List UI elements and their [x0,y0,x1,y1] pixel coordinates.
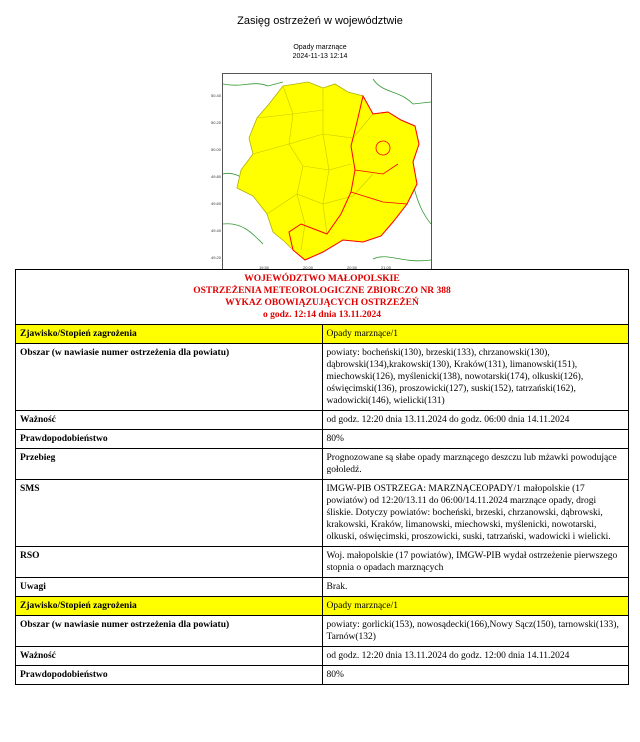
report-header-row [16,270,629,325]
map-subtitle-timestamp: 2024-11-13 12:14 [292,53,348,60]
row-label: Uwagi [16,578,323,597]
report-row [16,647,629,666]
report-row [16,430,629,449]
row-value: od godz. 12:20 dnia 13.11.2024 do godz. 12:00 dnia 14.11.2024 [322,647,629,666]
map-subtitle-phenomenon: Opady marznące [293,44,347,51]
warning-map-graphic [223,74,431,269]
row-label: SMS [16,480,323,547]
x-tick: 20.50 [347,265,358,270]
y-tick: 49.20 [211,255,222,260]
report-row [16,666,629,685]
report-header [16,270,629,325]
row-label: Prawdopodobieństwo [16,666,323,685]
row-value: od godz. 12:20 dnia 13.11.2024 do godz. 06:00 dnia 14.11.2024 [322,411,629,430]
report-row [16,578,629,597]
warning-map [211,73,432,270]
x-tick: 19.50 [259,265,270,270]
x-tick: 20.00 [303,265,314,270]
neighbor-border [223,82,283,86]
row-value: 80% [322,430,629,449]
row-label: Zjawisko/Stopień zagrożenia [16,325,323,344]
neighbor-border [413,184,431,224]
report-row [16,547,629,578]
report-row [16,411,629,430]
report-row [16,480,629,547]
warning-report-table [15,269,629,685]
row-label: Ważność [16,647,323,666]
y-tick: 50.40 [211,93,222,98]
y-tick: 49.60 [211,201,222,206]
report-row [16,325,629,344]
row-value: Woj. małopolskie (17 powiatów), IMGW-PIB wydał ostrzeżenie pierwszego stopnia o opadach marznących [322,547,629,578]
row-label: Ważność [16,411,323,430]
row-label: Obszar (w nawiasie numer ostrzeżenia dla powiatu) [16,616,323,647]
row-value: Prognozowane są słabe opady marznącego deszczu lub mżawki powodujące gołoledź. [322,449,629,480]
row-value: 80% [322,666,629,685]
row-value: Brak. [322,578,629,597]
row-value: powiaty: bocheński(130), brzeski(133), chrzanowski(130), dąbrowski(134),krakowski(130), Kraków(131), limanowski(151), miechowski(126), myślenicki(138), nowotarski(174), olkuski(126), oświęcimski(136), proszowicki(127), suski(152), tatrzański(162), wadowicki(146), wielicki(131) [322,344,629,411]
report-row [16,597,629,616]
neighbor-border [373,79,431,104]
row-label: Zjawisko/Stopień zagrożenia [16,597,323,616]
y-tick: 50.00 [211,147,222,152]
header-issue-time: o godz. 12:14 dnia 13.11.2024 [263,310,381,320]
header-list-title: WYKAZ OBOWIĄZUJĄCYCH OSTRZEŻEŃ [225,298,419,308]
row-label: Obszar (w nawiasie numer ostrzeżenia dla powiatu) [16,344,323,411]
row-label: Przebieg [16,449,323,480]
x-tick: 21.00 [381,265,392,270]
report-row [16,616,629,647]
header-voivodeship: WOJEWÓDZTWO MAŁOPOLSKIE [244,274,400,284]
row-value: Opady marznące/1 [322,325,629,344]
page-title: Zasięg ostrzeżeń w województwie [237,15,403,27]
report-row [16,449,629,480]
y-tick: 50.20 [211,120,222,125]
row-label: RSO [16,547,323,578]
row-value: powiaty: gorlicki(153), nowosądecki(166),Nowy Sącz(150), tarnowski(133), Tarnów(132) [322,616,629,647]
row-value: IMGW-PIB OSTRZEGA: MARZNĄCEOPADY/1 małopolskie (17 powiatów) od 12:20/13.11 do 06:00/14.11.2024 marznące opady, drogi śliskie. Dotyczy powiatów: bocheński, brzeski, chrzanowski, dąbrowski, krakowski, Kraków, limanowski, miechowski, myślenicki, nowotarski, olkuski, oświęcimski, proszowicki, suski, tatrzański, wadowicki i wielicki. [322,480,629,547]
neighbor-border [373,257,431,261]
neighbor-border [223,224,263,244]
y-tick: 49.40 [211,228,222,233]
row-value: Opady marznące/1 [322,597,629,616]
header-bulletin-number: OSTRZEŻENIA METEOROLOGICZNE ZBIORCZO NR 388 [193,286,451,296]
report-row [16,344,629,411]
y-tick: 49.80 [211,174,222,179]
row-label: Prawdopodobieństwo [16,430,323,449]
